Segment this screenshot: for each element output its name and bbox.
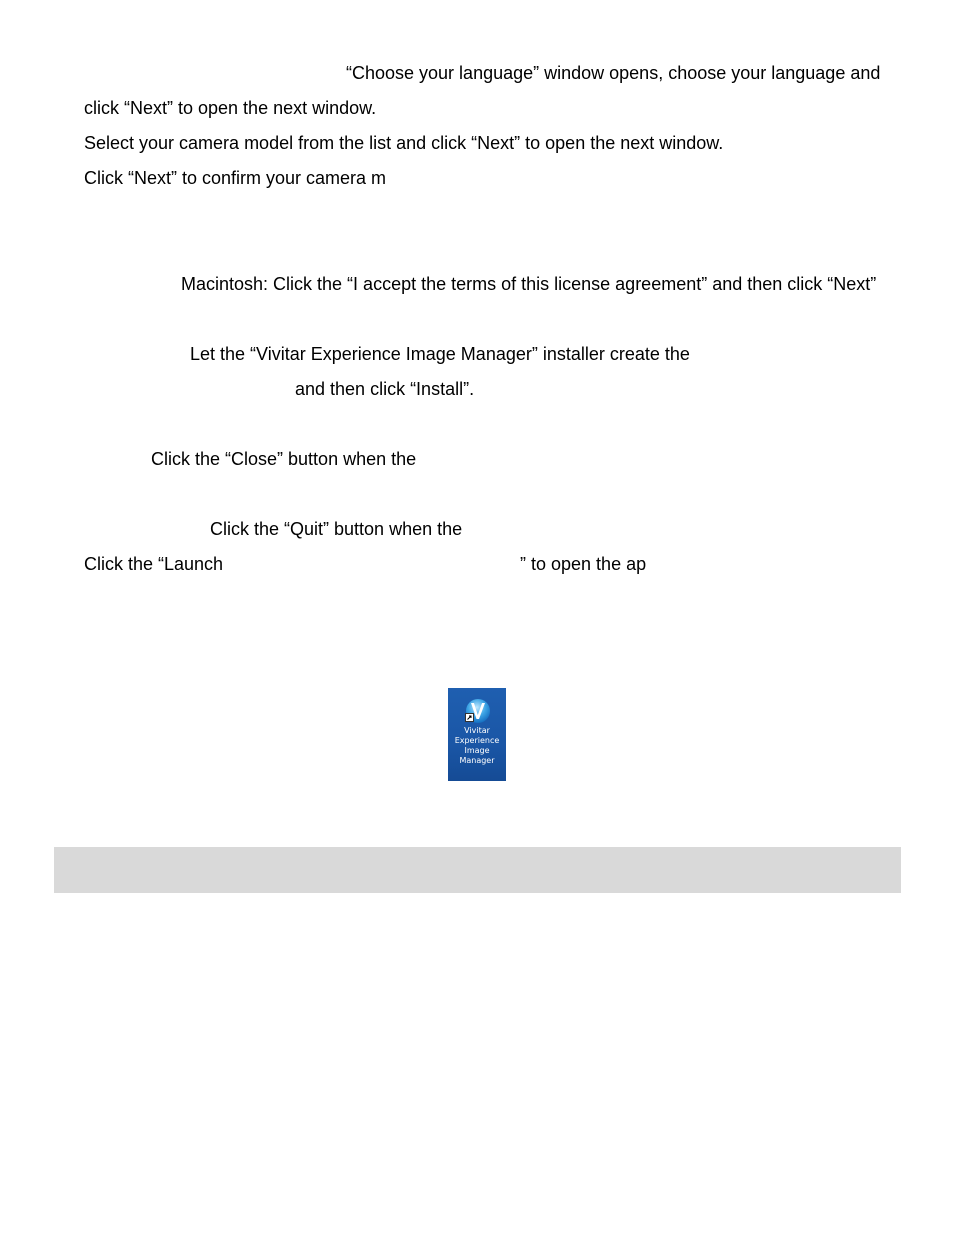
instruction-select-camera: Select your camera model from the list and click “Next” to open the next window.	[84, 133, 724, 153]
instruction-launch-start: Click the “Launch	[84, 554, 224, 574]
instruction-mac-license: Macintosh: Click the “I accept the terms of this license agreement” and then click “Next”	[181, 274, 877, 294]
shortcut-arrow-icon	[465, 713, 474, 722]
caption-line: Image	[464, 746, 490, 755]
instruction-click-close: Click the “Close” button when the	[151, 449, 417, 469]
desktop-icon-caption	[448, 726, 506, 766]
instruction-language-window: “Choose your language” window opens, choose your language and	[346, 63, 881, 83]
instruction-launch-end: ” to open the ap	[520, 554, 647, 574]
instruction-click-install: and then click “Install”.	[295, 379, 475, 399]
vivitar-desktop-shortcut[interactable]	[448, 688, 506, 781]
instruction-language-next: click “Next” to open the next window.	[84, 98, 377, 118]
caption-line: Experience	[454, 736, 500, 745]
caption-line: Vivitar	[464, 726, 490, 735]
instruction-confirm-camera: Click “Next” to confirm your camera m	[84, 168, 387, 188]
caption-line: Manager	[459, 756, 495, 765]
section-header-band	[54, 847, 901, 893]
instruction-installer-create: Let the “Vivitar Experience Image Manager” installer create the	[190, 344, 690, 364]
instruction-click-quit: Click the “Quit” button when the	[210, 519, 463, 539]
